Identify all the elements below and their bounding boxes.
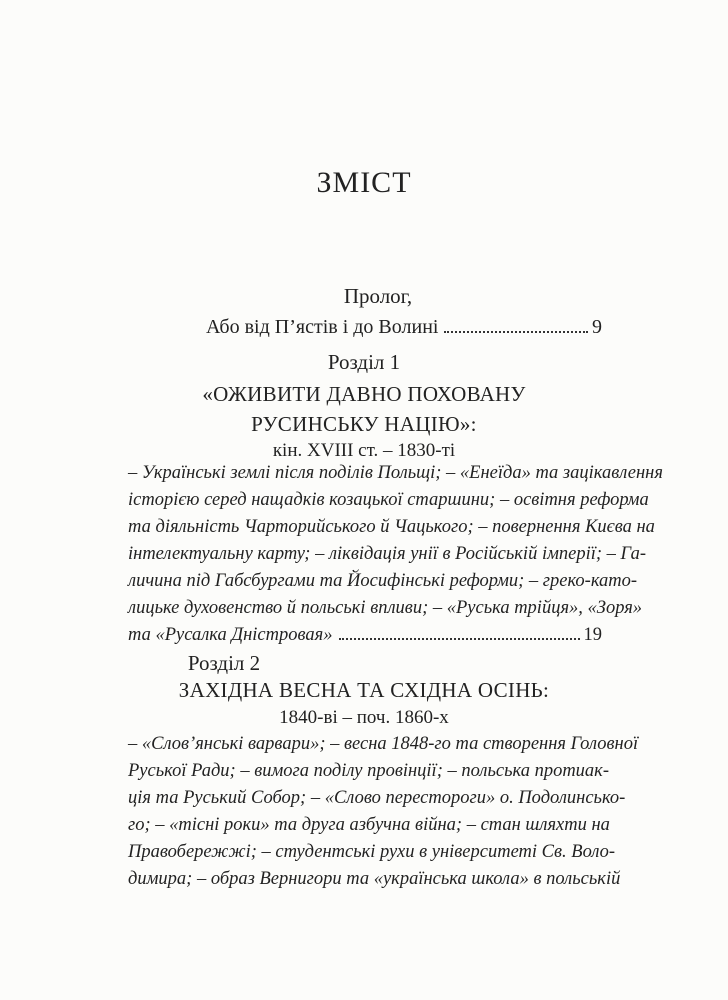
summary-line: ція та Руський Собор; – «Слово перестороги» о. Подолинсько- xyxy=(128,788,626,808)
page-title: ЗМІСТ xyxy=(316,166,412,199)
page-number: 19 xyxy=(583,625,602,645)
summary-line: лицьке духовенство й польські впливи; – «Руська трійця», «Зоря» xyxy=(128,598,643,618)
summary-line: інтелектуальну карту; – ліквідація унії в Російській імперії; – Га- xyxy=(128,544,647,564)
prologue-subtitle-line xyxy=(206,316,602,339)
summary-line: – Українські землі після поділів Польщі; – «Енеїда» та зацікавлення xyxy=(128,463,663,483)
summary-last-line xyxy=(128,625,602,646)
chapter-title-line: «ОЖИВИТИ ДАВНО ПОХОВАНУ xyxy=(202,382,526,406)
summary-line: та «Русалка Дністровая» xyxy=(128,625,333,645)
summary-line: личина під Габсбургами та Йосифінські реформи; – греко-като- xyxy=(128,571,638,591)
summary-line: го; – «тісні роки» та друга азбучна війна; – стан шляхти на xyxy=(128,815,610,835)
summary-line: Руської Ради; – вимога поділу провінції; – польська протиак- xyxy=(128,761,609,781)
prologue-title: Пролог, xyxy=(343,284,413,308)
chapter-label: Розділ 1 xyxy=(327,350,401,374)
summary-line: Правобережжі; – студентські рухи в університеті Св. Воло- xyxy=(128,842,616,862)
chapter-title-line: ЗАХІДНА ВЕСНА ТА СХІДНА ОСІНЬ: xyxy=(178,678,550,702)
chapter-label: Розділ 2 xyxy=(187,651,261,675)
summary-line: та діяльність Чарторийського й Чацького; – повернення Києва на xyxy=(128,517,655,537)
chapter-period: кін. XVIII ст. – 1830-ті xyxy=(272,440,456,461)
chapter-period: 1840-ві – поч. 1860-х xyxy=(279,707,449,728)
prologue-subtitle: Або від П’ястів і до Волині xyxy=(206,316,439,338)
leader-dots xyxy=(339,638,580,640)
summary-line: – «Слов’янські варвари»; – весна 1848-го та створення Головної xyxy=(128,734,639,754)
leader-dots xyxy=(444,331,588,333)
page-number: 9 xyxy=(592,316,602,338)
summary-line: димира; – образ Вернигори та «українська школа» в польській xyxy=(128,869,621,889)
summary-line: історією серед нащадків козацької старшини; – освітня реформа xyxy=(128,490,649,510)
chapter-title-line: РУСИНСЬКУ НАЦІЮ»: xyxy=(251,412,477,436)
